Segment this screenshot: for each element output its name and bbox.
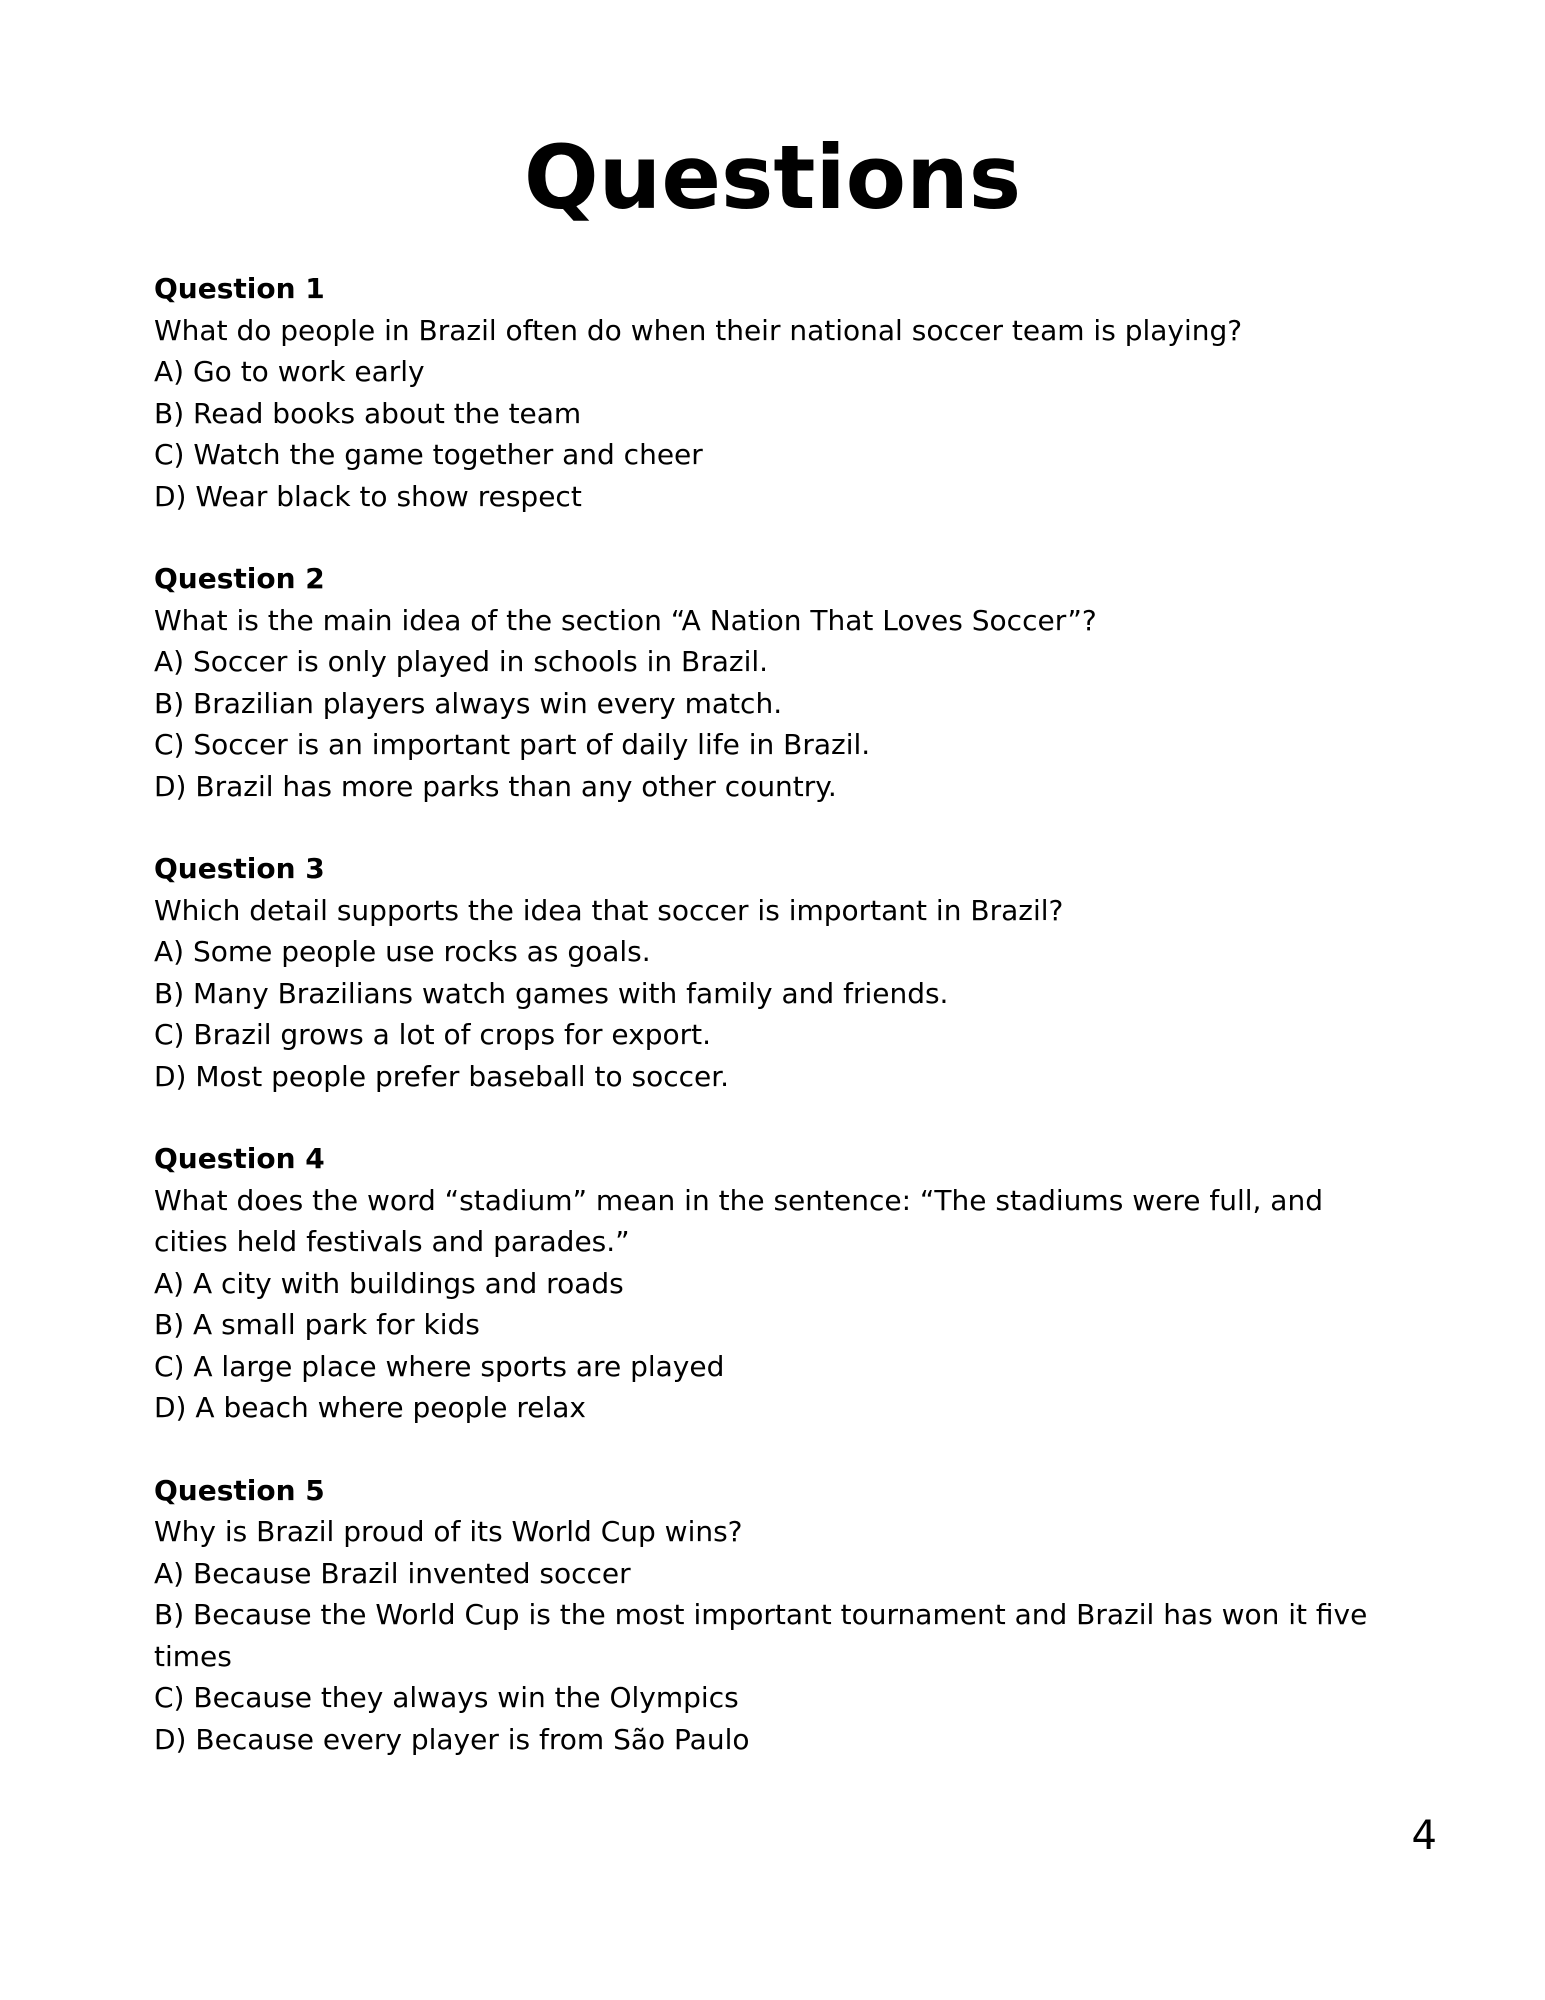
answer-option-a: A) Some people use rocks as goals. (154, 935, 651, 968)
page-title: Questions (523, 126, 1022, 229)
question-text: What is the main idea of the section “A Nation That Loves Soccer”? (154, 603, 1097, 637)
answer-option-c: C) A large place where sports are played (154, 1349, 725, 1383)
page-number: 4 (1411, 1813, 1437, 1859)
answer-option-b: B) Because the World Cup is the most important tournament and Brazil has won it five times (154, 1598, 1368, 1673)
answer-option-d: D) Because every player is from São Paulo (154, 1722, 750, 1756)
answer-option-b: B) Brazilian players always win every match. (154, 686, 783, 720)
question-heading: Question 3 (154, 852, 325, 885)
answer-option-c: C) Because they always win the Olympics (154, 1681, 739, 1714)
question-text: What does the word “stadium” mean in the sentence: “The stadiums were full, and cities held festivals and parades.” (154, 1183, 1323, 1258)
question-heading: Question 4 (154, 1142, 325, 1175)
answer-option-a: A) Go to work early (154, 355, 425, 388)
answer-option-b: B) A small park for kids (154, 1308, 480, 1341)
answer-option-b: B) Read books about the team (154, 396, 582, 430)
answer-option-d: D) A beach where people relax (154, 1391, 586, 1424)
question-heading: Question 2 (154, 562, 325, 595)
question-text: What do people in Brazil often do when their national soccer team is playing? (154, 313, 1243, 347)
answer-option-a: A) Because Brazil invented soccer (154, 1556, 631, 1590)
question-text: Why is Brazil proud of its World Cup wins? (154, 1515, 743, 1548)
answer-option-c: C) Watch the game together and cheer (154, 438, 703, 471)
question-block-1 (154, 268, 1404, 517)
answer-option-d: D) Wear black to show respect (154, 479, 582, 513)
question-heading: Question 1 (154, 272, 325, 305)
answer-option-d: D) Most people prefer baseball to soccer. (154, 1059, 730, 1093)
answer-option-d: D) Brazil has more parks than any other country. (154, 769, 837, 803)
question-block-3 (154, 848, 1404, 1097)
answer-option-c: C) Brazil grows a lot of crops for export. (154, 1018, 712, 1051)
question-list (154, 268, 1404, 1801)
question-heading: Question 5 (154, 1473, 325, 1507)
question-block-2 (154, 558, 1404, 807)
question-text: Which detail supports the idea that soccer is important in Brazil? (154, 893, 1064, 927)
answer-option-c: C) Soccer is an important part of daily life in Brazil. (154, 728, 871, 761)
question-block-5 (154, 1470, 1404, 1761)
answer-option-a: A) A city with buildings and roads (154, 1266, 624, 1300)
answer-option-b: B) Many Brazilians watch games with family and friends. (154, 976, 949, 1010)
question-block-4 (154, 1138, 1404, 1429)
answer-option-a: A) Soccer is only played in schools in Brazil. (154, 645, 769, 678)
